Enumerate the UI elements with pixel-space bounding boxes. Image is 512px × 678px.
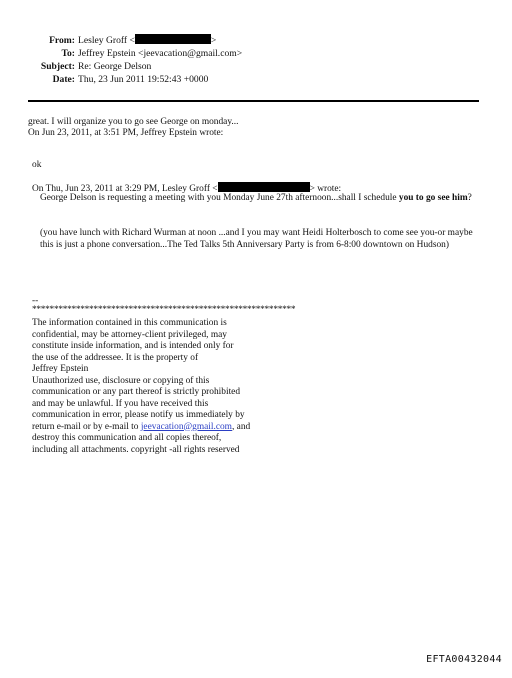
disclaimer-email-line (32, 422, 250, 434)
disclaimer-line: the use of the addressee. It is the property of (32, 352, 199, 363)
to-label: To: (61, 48, 75, 59)
disclaimer-line: communication or any part thereof is strictly prohibited (32, 387, 241, 397)
quote-text: George Delson is requesting a meeting with you Monday June 27th afternoon...shall I schedule (40, 193, 399, 203)
quote-bold-text: you to go see him (398, 193, 468, 203)
to-value: Jeffrey Epstein <jeevacation@gmail.com> (78, 48, 243, 59)
disclaimer-line: Unauthorized use, disclosure or copying of this (32, 375, 210, 386)
disclaimer-line: communication in error, please notify us immediately by (32, 410, 245, 420)
header-divider (28, 100, 479, 102)
subject-label: Subject: (40, 61, 75, 72)
date-label: Date: (52, 74, 75, 85)
disclaimer-line: destroy this communication and all copies thereof, (32, 433, 222, 443)
disclaimer-line: and may be unlawful. If you have received this (32, 398, 209, 409)
disclaimer-line: The information contained in this communication is (32, 318, 227, 328)
quote-attrib-end: > wrote: (309, 184, 342, 194)
quote-attrib-start: On Thu, Jun 23, 2011 at 3:29 PM, Lesley Groff < (32, 184, 218, 194)
disclaimer-line: constitute inside information, and is intended only for (32, 341, 234, 351)
redaction-box (218, 182, 310, 192)
disclaimer-line: confidential, may be attorney-client privileged, may (32, 329, 227, 340)
email-link[interactable]: jeevacation@gmail.com (140, 421, 232, 432)
reply-line: great. I will organize you to go see George on monday... (28, 117, 239, 127)
signature-dashes: -- (32, 296, 39, 306)
disclaimer-text: return e-mail or by e-mail to (32, 421, 141, 432)
bates-stamp: EFTA00432044 (426, 654, 502, 665)
disclaimer-line: Jeffrey Epstein (32, 364, 89, 374)
quote-paragraph-1 (40, 193, 482, 205)
quote-paragraph-2: (you have lunch with Richard Wurman at noon ...and I you may want Heidi Holterbosch to come see you-or maybe this is just a phone conversation...The Ted Talks 5th Anniversary Party is from 6-8:00 downtown on Hudson) (40, 228, 473, 250)
stars-separator: ************************************************************ (32, 305, 296, 315)
from-end: > (210, 35, 217, 46)
ok-line: ok (32, 160, 42, 170)
date-value: Thu, 23 Jun 2011 19:52:43 +0000 (78, 74, 209, 85)
redaction-box (135, 34, 211, 44)
from-name: Lesley Groff < (78, 35, 135, 46)
quote-text-end: ? (467, 193, 472, 203)
reply-attribution: On Jun 23, 2011, at 3:51 PM, Jeffrey Epstein wrote: (28, 128, 224, 138)
subject-value: Re: George Delson (78, 61, 152, 72)
disclaimer-line: including all attachments. copyright -all rights reserved (32, 444, 240, 455)
from-label: From: (49, 35, 75, 46)
disclaimer-text: , and (231, 421, 251, 432)
